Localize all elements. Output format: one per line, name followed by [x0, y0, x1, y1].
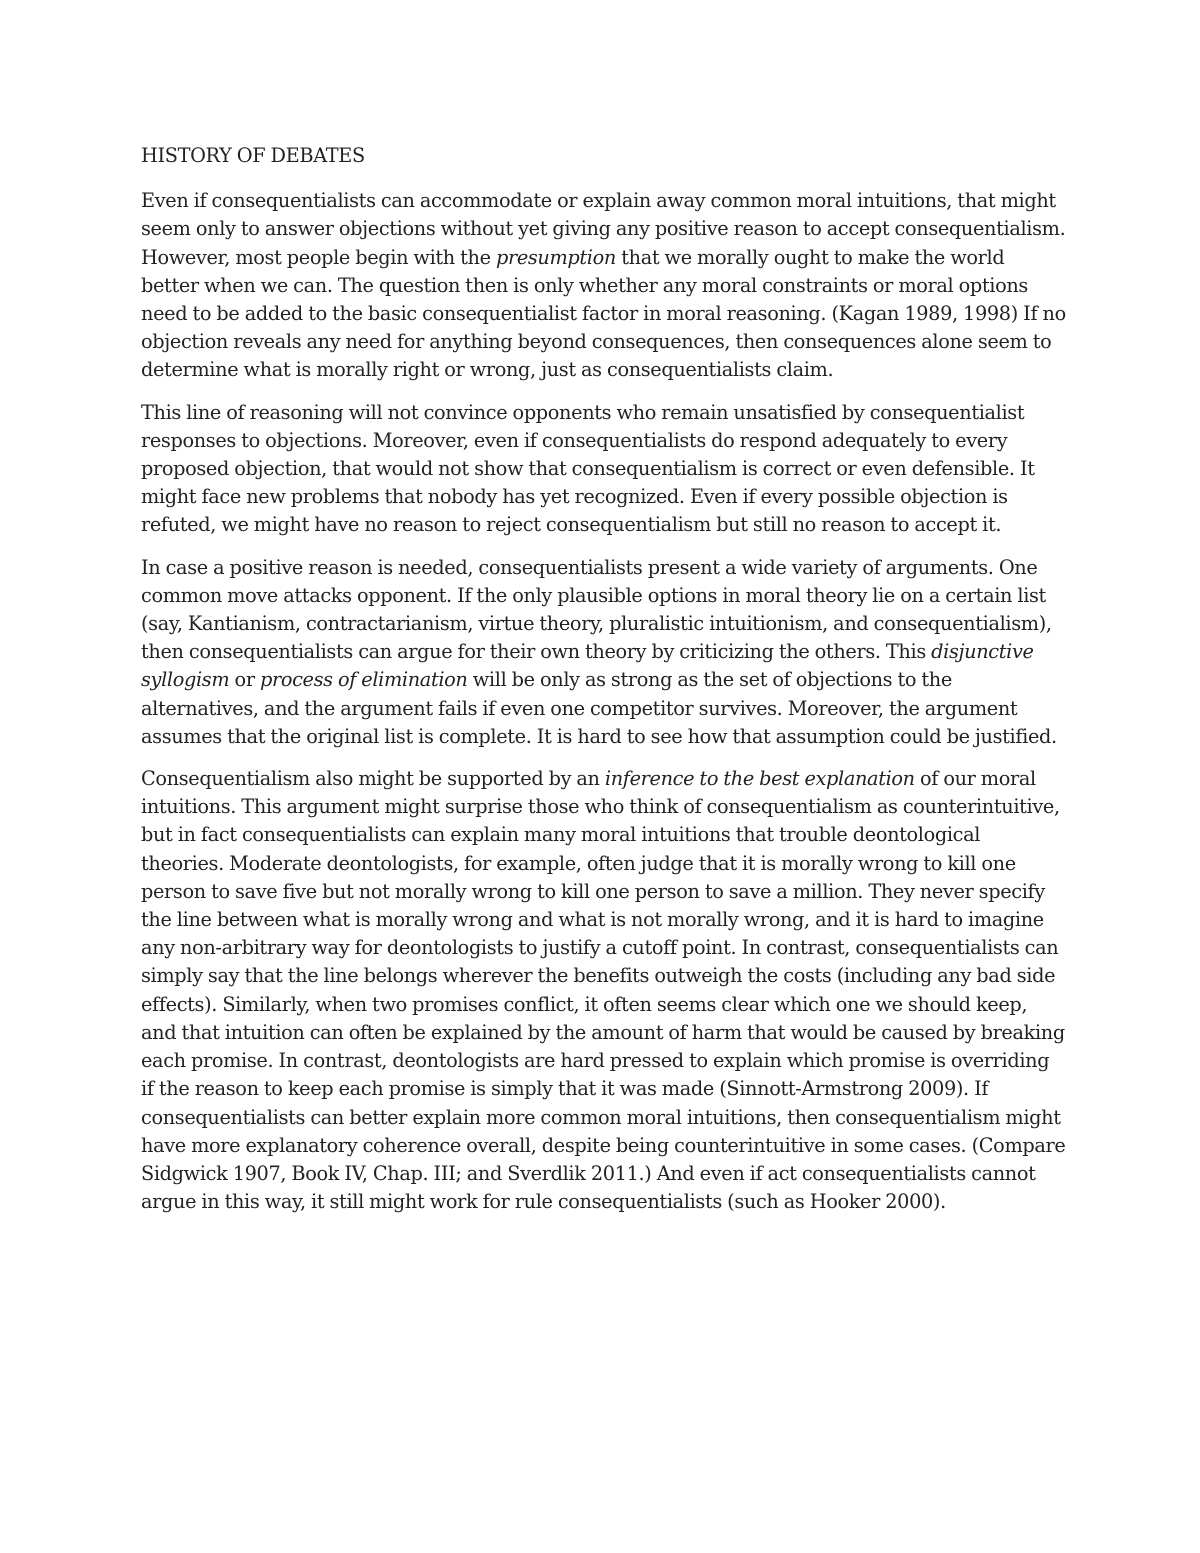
emphasis-inference-best-explanation: inference to the best explanation: [604, 767, 915, 791]
emphasis-process-of-elimination: process of elimination: [259, 668, 468, 692]
section-heading: HISTORY OF DEBATES: [141, 144, 365, 167]
paragraph-text: that we morally ought to make the world better when we can. The question then is only whether any moral constraints or moral options need to be added to the basic consequentialist factor in moral reasoning. (Kagan 1989, 1998) If no objection reveals any need for anything beyond consequences, then consequences alone seem to determine what is morally right or wrong, just as consequentialists claim.: [141, 245, 1066, 382]
document-body: [141, 142, 1066, 1230]
paragraph-text: In case a positive reason is needed, consequentialists present a wide variety of arguments. One common move attacks opponent. If the only plausible options in moral theory lie on a certain list (say, Kantianism, contractarianism, virtue theory, pluralistic intuitionism, and consequentialism), then consequentialists can argue for their own theory by criticizing the others. This: [141, 555, 1052, 664]
paragraph-2: [141, 399, 1066, 540]
paragraph-text: Even if consequentialists can accommodate or explain away common moral intuitions, that might seem only to answer objections without yet giving any positive reason to accept consequentialism. However, most people begin with the: [141, 189, 1066, 269]
paragraph-1: [141, 187, 1066, 384]
paragraph-text: of our moral intuitions. This argument might surprise those who think of consequentialism as counterintuitive, but in fact consequentialists can explain many moral intuitions that trouble deontological theories. Moderate deontologists, for example, often judge that it is morally wrong to kill one person to save five but not morally wrong to kill one person to save a million. They never specify the line between what is morally wrong and what is not morally wrong, and it is hard to imagine any non-arbitrary way for deontologists to justify a cutoff point. In contrast, consequentialists can simply say that the line belongs wherever the benefits outweigh the costs (including any bad side effects). Similarly, when two promises conflict, it often seems clear which one we should keep, and that intuition can often be explained by the amount of harm that would be caused by breaking each promise. In contrast, deontologists are hard pressed to explain which promise is overriding if the reason to keep each promise is simply that it was made (Sinnott-Armstrong 2009). If consequentialists can better explain more common moral intuitions, then consequentialism might have more explanatory coherence overall, despite being counterintuitive in some cases. (Compare Sidgwick 1907, Book IV, Chap. III; and Sverdlik 2011.) And even if act consequentialists cannot argue in this way, it still might work for rule consequentialists (such as Hooker 2000).: [141, 767, 1066, 1214]
paragraph-text: will be only as strong as the set of objections to the alternatives, and the argument fails if even one competitor survives. Moreover, the argument assumes that the original list is complete. It is hard to see how that assumption could be justified.: [141, 668, 1057, 748]
paragraph-3: [141, 554, 1066, 751]
emphasis-disjunctive-syllogism: disjunctive syllogism: [141, 640, 1034, 692]
emphasis-presumption: presumption: [495, 245, 616, 269]
paragraph-text: This line of reasoning will not convince opponents who remain unsatisfied by consequentialist responses to objections. Moreover, even if consequentialists do respond adequately to every proposed objection, that would not show that consequentialism is correct or even defensible. It might face new problems that nobody has yet recognized. Even if every possible objection is refuted, we might have no reason to reject consequentialism but still no reason to accept it.: [141, 400, 1035, 537]
paragraph-text: or: [229, 668, 260, 692]
paragraph-4: [141, 765, 1066, 1216]
paragraph-text: Consequentialism also might be supported by an: [141, 767, 605, 791]
